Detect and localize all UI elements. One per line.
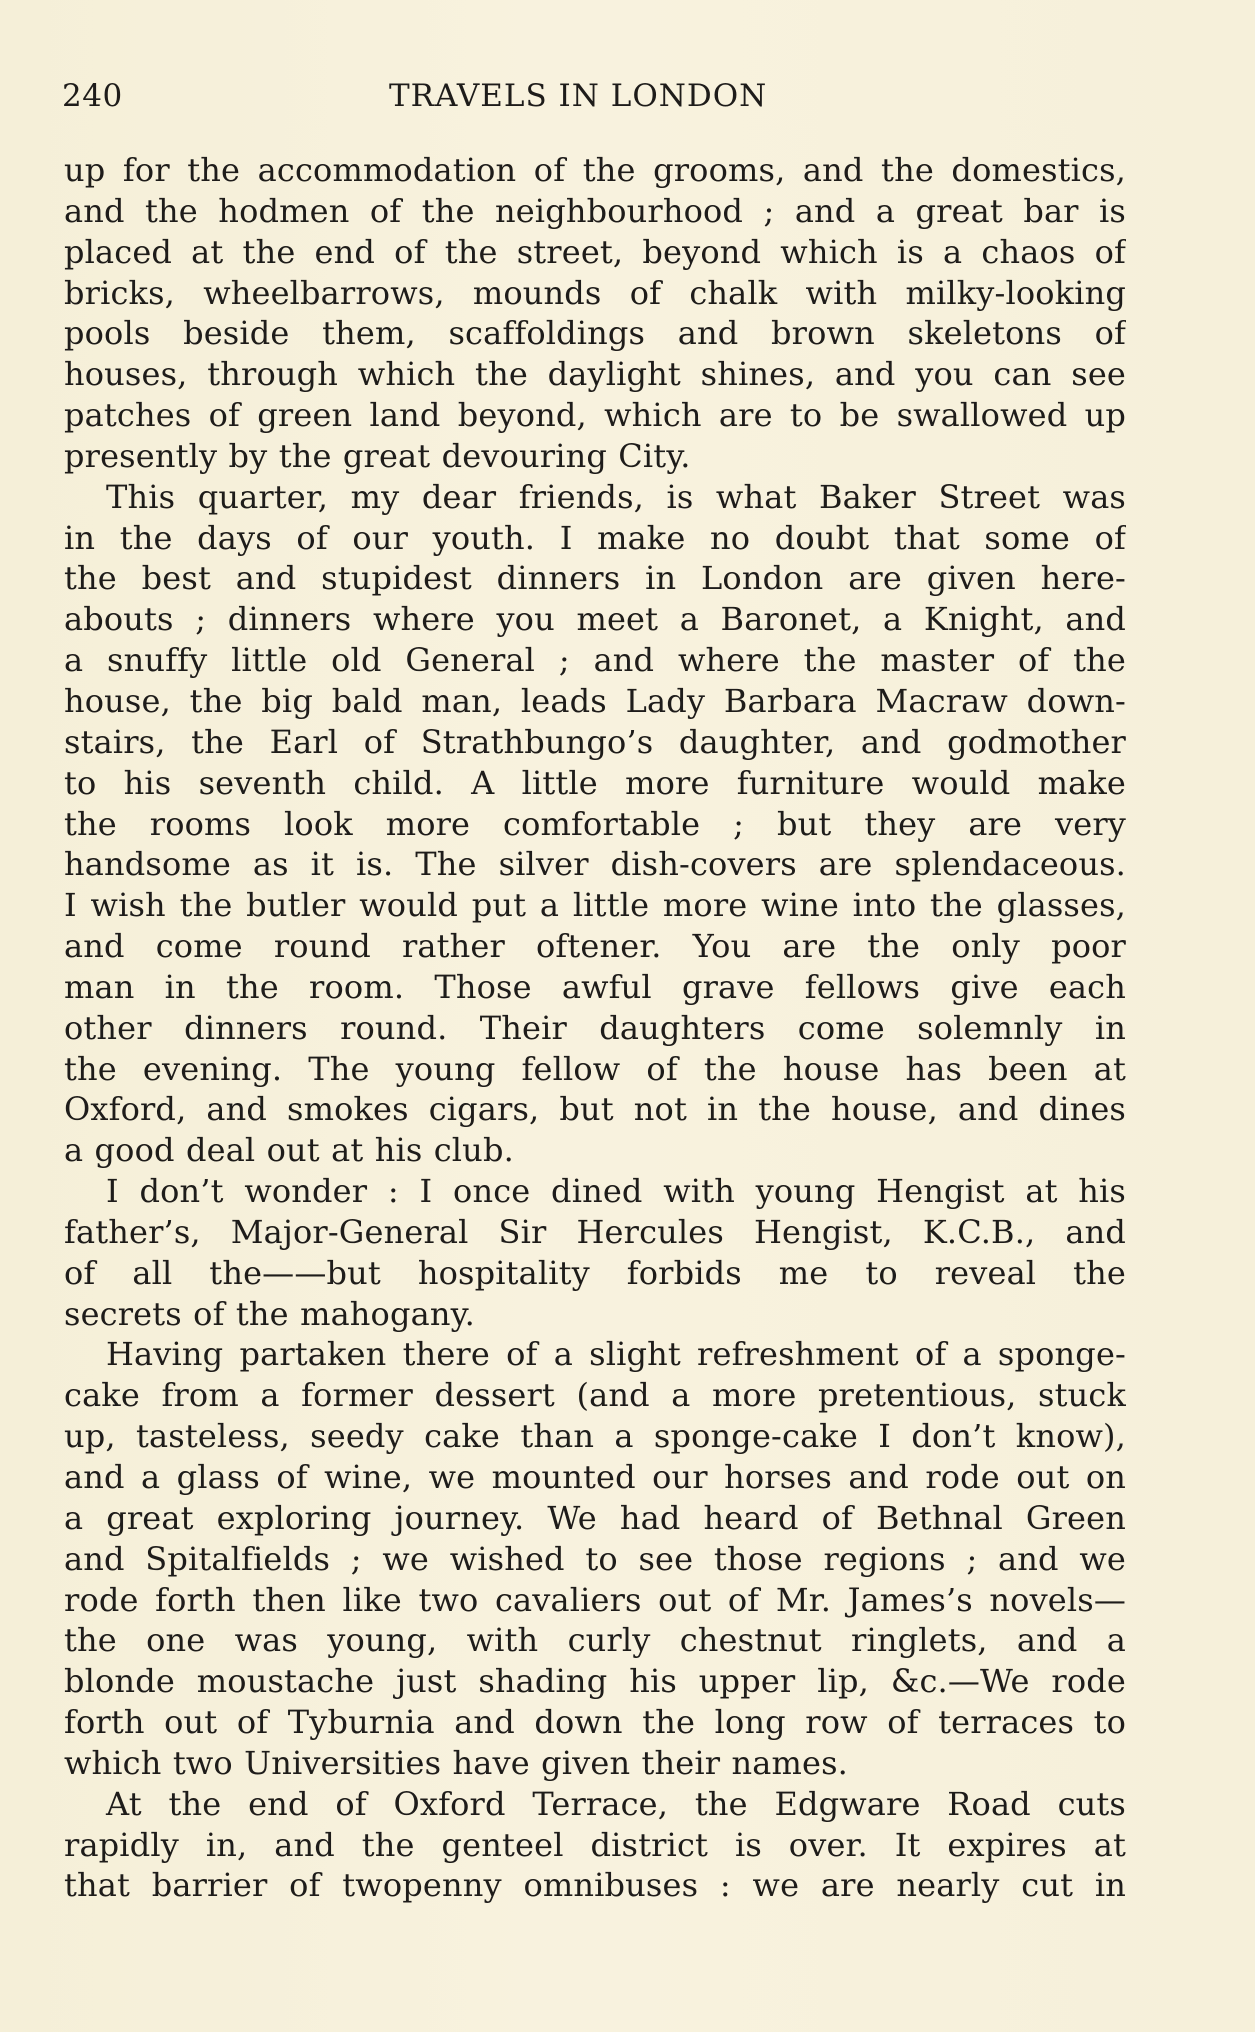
text-line: placed at the end of the street, beyond which is a chaos of bbox=[64, 232, 1126, 271]
text-line: the rooms look more comfortable ; but they are very bbox=[64, 804, 1126, 843]
text-line: the one was young, with curly chestnut ringlets, and a bbox=[64, 1621, 1126, 1660]
text-line: other dinners round. Their daughters come solemnly in bbox=[64, 1008, 1126, 1047]
text-line: a snuffy little old General ; and where the master of the bbox=[64, 641, 1126, 680]
text-line: and Spitalfields ; we wished to see those regions ; and we bbox=[64, 1539, 1126, 1578]
text-line: and come round rather oftener. You are the only poor bbox=[64, 927, 1126, 966]
text-line: blonde moustache just shading his upper lip, &c.—We rode bbox=[64, 1662, 1126, 1701]
text-line: patches of green land beyond, which are to be swallowed up bbox=[64, 396, 1126, 435]
text-line: up for the accommodation of the grooms, and the domestics, bbox=[64, 151, 1126, 189]
text-line: presently by the great devouring City. bbox=[64, 436, 691, 475]
body-text bbox=[64, 150, 1126, 1906]
text-line: father’s, Major-General Sir Hercules Hengist, K.C.B., and bbox=[64, 1212, 1126, 1251]
text-line: pools beside them, scaffoldings and brown skeletons of bbox=[64, 314, 1126, 353]
text-line: man in the room. Those awful grave fellows give each bbox=[64, 967, 1126, 1006]
text-line: a great exploring journey. We had heard of Bethnal Green bbox=[64, 1498, 1126, 1537]
paragraph-first-line: I don’t wonder : I once dined with young Hengist at his bbox=[106, 1172, 1126, 1211]
text-line: the evening. The young fellow of the house has been at bbox=[64, 1049, 1126, 1088]
paragraph-first-line: At the end of Oxford Terrace, the Edgware Road cuts bbox=[106, 1784, 1126, 1823]
text-line: stairs, the Earl of Strathbungo’s daughter, and godmother bbox=[64, 722, 1126, 761]
text-line: secrets of the mahogany. bbox=[64, 1294, 475, 1333]
paragraph-first-line: This quarter, my dear friends, is what Baker Street was bbox=[106, 477, 1126, 516]
text-line: abouts ; dinners where you meet a Baronet, a Knight, and bbox=[64, 600, 1126, 639]
page-header bbox=[62, 70, 1124, 120]
text-line: Oxford, and smokes cigars, but not in the house, and dines bbox=[64, 1090, 1126, 1129]
text-line: and the hodmen of the neighbourhood ; and a great bar is bbox=[64, 191, 1126, 230]
text-line: cake from a former dessert (and a more pretentious, stuck bbox=[64, 1376, 1126, 1415]
text-line: which two Universities have given their names. bbox=[64, 1743, 848, 1782]
text-line: of all the——but hospitality forbids me to reveal the bbox=[64, 1253, 1126, 1292]
text-line: to his seventh child. A little more furniture would make bbox=[64, 763, 1126, 802]
text-line: house, the big bald man, leads Lady Barbara Macraw down- bbox=[64, 681, 1126, 720]
paragraph-first-line: Having partaken there of a slight refreshment of a sponge- bbox=[106, 1335, 1126, 1374]
text-line: rapidly in, and the genteel district is over. It expires at bbox=[64, 1825, 1126, 1864]
text-line: a good deal out at his club. bbox=[64, 1131, 514, 1170]
text-line: forth out of Tyburnia and down the long row of terraces to bbox=[64, 1703, 1126, 1742]
text-line: up, tasteless, seedy cake than a sponge-cake I don’t know), bbox=[64, 1417, 1126, 1456]
text-line: handsome as it is. The silver dish-covers are splendaceous. bbox=[64, 845, 1126, 884]
text-line: rode forth then like two cavaliers out of Mr. James’s novels— bbox=[64, 1580, 1126, 1619]
text-line: I wish the butler would put a little more wine into the glasses, bbox=[64, 886, 1126, 925]
text-line: and a glass of wine, we mounted our horses and rode out on bbox=[64, 1458, 1126, 1496]
text-line: bricks, wheelbarrows, mounds of chalk with milky-looking bbox=[64, 273, 1126, 312]
running-title: TRAVELS IN LONDON bbox=[389, 78, 768, 114]
page-number: 240 bbox=[62, 78, 123, 114]
text-line: houses, through which the daylight shines, and you can see bbox=[64, 355, 1126, 394]
text-line: the best and stupidest dinners in London are given here- bbox=[64, 559, 1126, 598]
text-line: in the days of our youth. I make no doubt that some of bbox=[64, 518, 1126, 557]
text-line: that barrier of twopenny omnibuses : we are nearly cut in bbox=[64, 1866, 1126, 1905]
